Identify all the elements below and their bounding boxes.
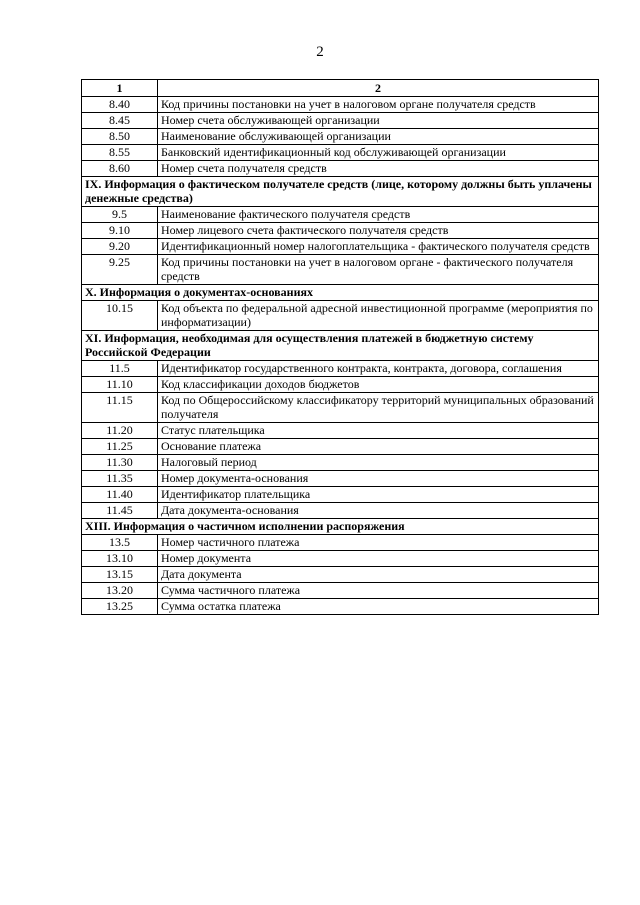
field-code: 8.60: [82, 161, 158, 177]
field-code: 8.40: [82, 97, 158, 113]
field-code: 11.40: [82, 487, 158, 503]
section-title: XI. Информация, необходимая для осуществления платежей в бюджетную систему Российской Федерации: [82, 331, 599, 361]
field-description: Дата документа-основания: [158, 503, 599, 519]
field-code: 8.45: [82, 113, 158, 129]
table-row: [82, 301, 599, 331]
field-description: Номер документа-основания: [158, 471, 599, 487]
table-row: [82, 239, 599, 255]
table-row: [82, 455, 599, 471]
section-title: XIII. Информация о частичном исполнении распоряжения: [82, 519, 599, 535]
table-row: [82, 361, 599, 377]
table-row: [82, 599, 599, 615]
field-description: Идентификатор плательщика: [158, 487, 599, 503]
field-description: Идентификатор государственного контракта, контракта, договора, соглашения: [158, 361, 599, 377]
table-row: [82, 471, 599, 487]
field-description: Код причины постановки на учет в налоговом органе получателя средств: [158, 97, 599, 113]
field-code: 10.15: [82, 301, 158, 331]
section-header-row: [82, 285, 599, 301]
field-description: Код по Общероссийскому классификатору территорий муниципальных образований получателя: [158, 393, 599, 423]
table-row: [82, 97, 599, 113]
table-row: [82, 207, 599, 223]
field-code: 11.15: [82, 393, 158, 423]
section-header-row: [82, 519, 599, 535]
section-header-row: [82, 177, 599, 207]
table-row: [82, 255, 599, 285]
field-code: 9.25: [82, 255, 158, 285]
table-row: [82, 487, 599, 503]
field-description: Номер счета получателя средств: [158, 161, 599, 177]
section-title: X. Информация о документах-основаниях: [82, 285, 599, 301]
field-code: 13.5: [82, 535, 158, 551]
field-code: 9.5: [82, 207, 158, 223]
table-row: [82, 583, 599, 599]
page-number: 2: [316, 44, 324, 60]
field-description: Банковский идентификационный код обслуживающей организации: [158, 145, 599, 161]
field-description: Сумма остатка платежа: [158, 599, 599, 615]
field-code: 11.20: [82, 423, 158, 439]
field-description: Сумма частичного платежа: [158, 583, 599, 599]
field-description: Наименование фактического получателя средств: [158, 207, 599, 223]
field-description: Дата документа: [158, 567, 599, 583]
table-row: [82, 423, 599, 439]
table-header-row: [82, 80, 599, 97]
table-body: [82, 97, 599, 615]
field-description: Номер счета обслуживающей организации: [158, 113, 599, 129]
table-row: [82, 129, 599, 145]
field-code: 11.35: [82, 471, 158, 487]
header-col-2: 2: [158, 80, 599, 97]
field-description: Номер лицевого счета фактического получателя средств: [158, 223, 599, 239]
field-description: Номер частичного платежа: [158, 535, 599, 551]
field-description: Номер документа: [158, 551, 599, 567]
field-code: 11.45: [82, 503, 158, 519]
header-col-1: 1: [82, 80, 158, 97]
field-description: Основание платежа: [158, 439, 599, 455]
field-description: Код объекта по федеральной адресной инвестиционной программе (мероприятия по информатизации): [158, 301, 599, 331]
field-code: 13.15: [82, 567, 158, 583]
table-row: [82, 551, 599, 567]
field-description: Код причины постановки на учет в налоговом органе - фактического получателя средств: [158, 255, 599, 285]
field-code: 11.5: [82, 361, 158, 377]
table-row: [82, 567, 599, 583]
table-row: [82, 535, 599, 551]
field-description: Налоговый период: [158, 455, 599, 471]
field-description: Код классификации доходов бюджетов: [158, 377, 599, 393]
table-row: [82, 223, 599, 239]
field-code: 8.50: [82, 129, 158, 145]
table-row: [82, 113, 599, 129]
field-description: Статус плательщика: [158, 423, 599, 439]
table-row: [82, 145, 599, 161]
section-title: IX. Информация о фактическом получателе средств (лице, которому должны быть уплачены денежные средства): [82, 177, 599, 207]
table-row: [82, 393, 599, 423]
field-code: 9.20: [82, 239, 158, 255]
table-row: [82, 439, 599, 455]
field-code: 11.10: [82, 377, 158, 393]
field-code: 13.25: [82, 599, 158, 615]
field-code: 8.55: [82, 145, 158, 161]
section-header-row: [82, 331, 599, 361]
field-code: 9.10: [82, 223, 158, 239]
table-row: [82, 377, 599, 393]
field-code: 11.30: [82, 455, 158, 471]
field-description: Идентификационный номер налогоплательщика - фактического получателя средств: [158, 239, 599, 255]
document-table: [81, 79, 599, 615]
field-code: 13.20: [82, 583, 158, 599]
table-row: [82, 161, 599, 177]
field-description: Наименование обслуживающей организации: [158, 129, 599, 145]
field-code: 11.25: [82, 439, 158, 455]
table-row: [82, 503, 599, 519]
field-code: 13.10: [82, 551, 158, 567]
